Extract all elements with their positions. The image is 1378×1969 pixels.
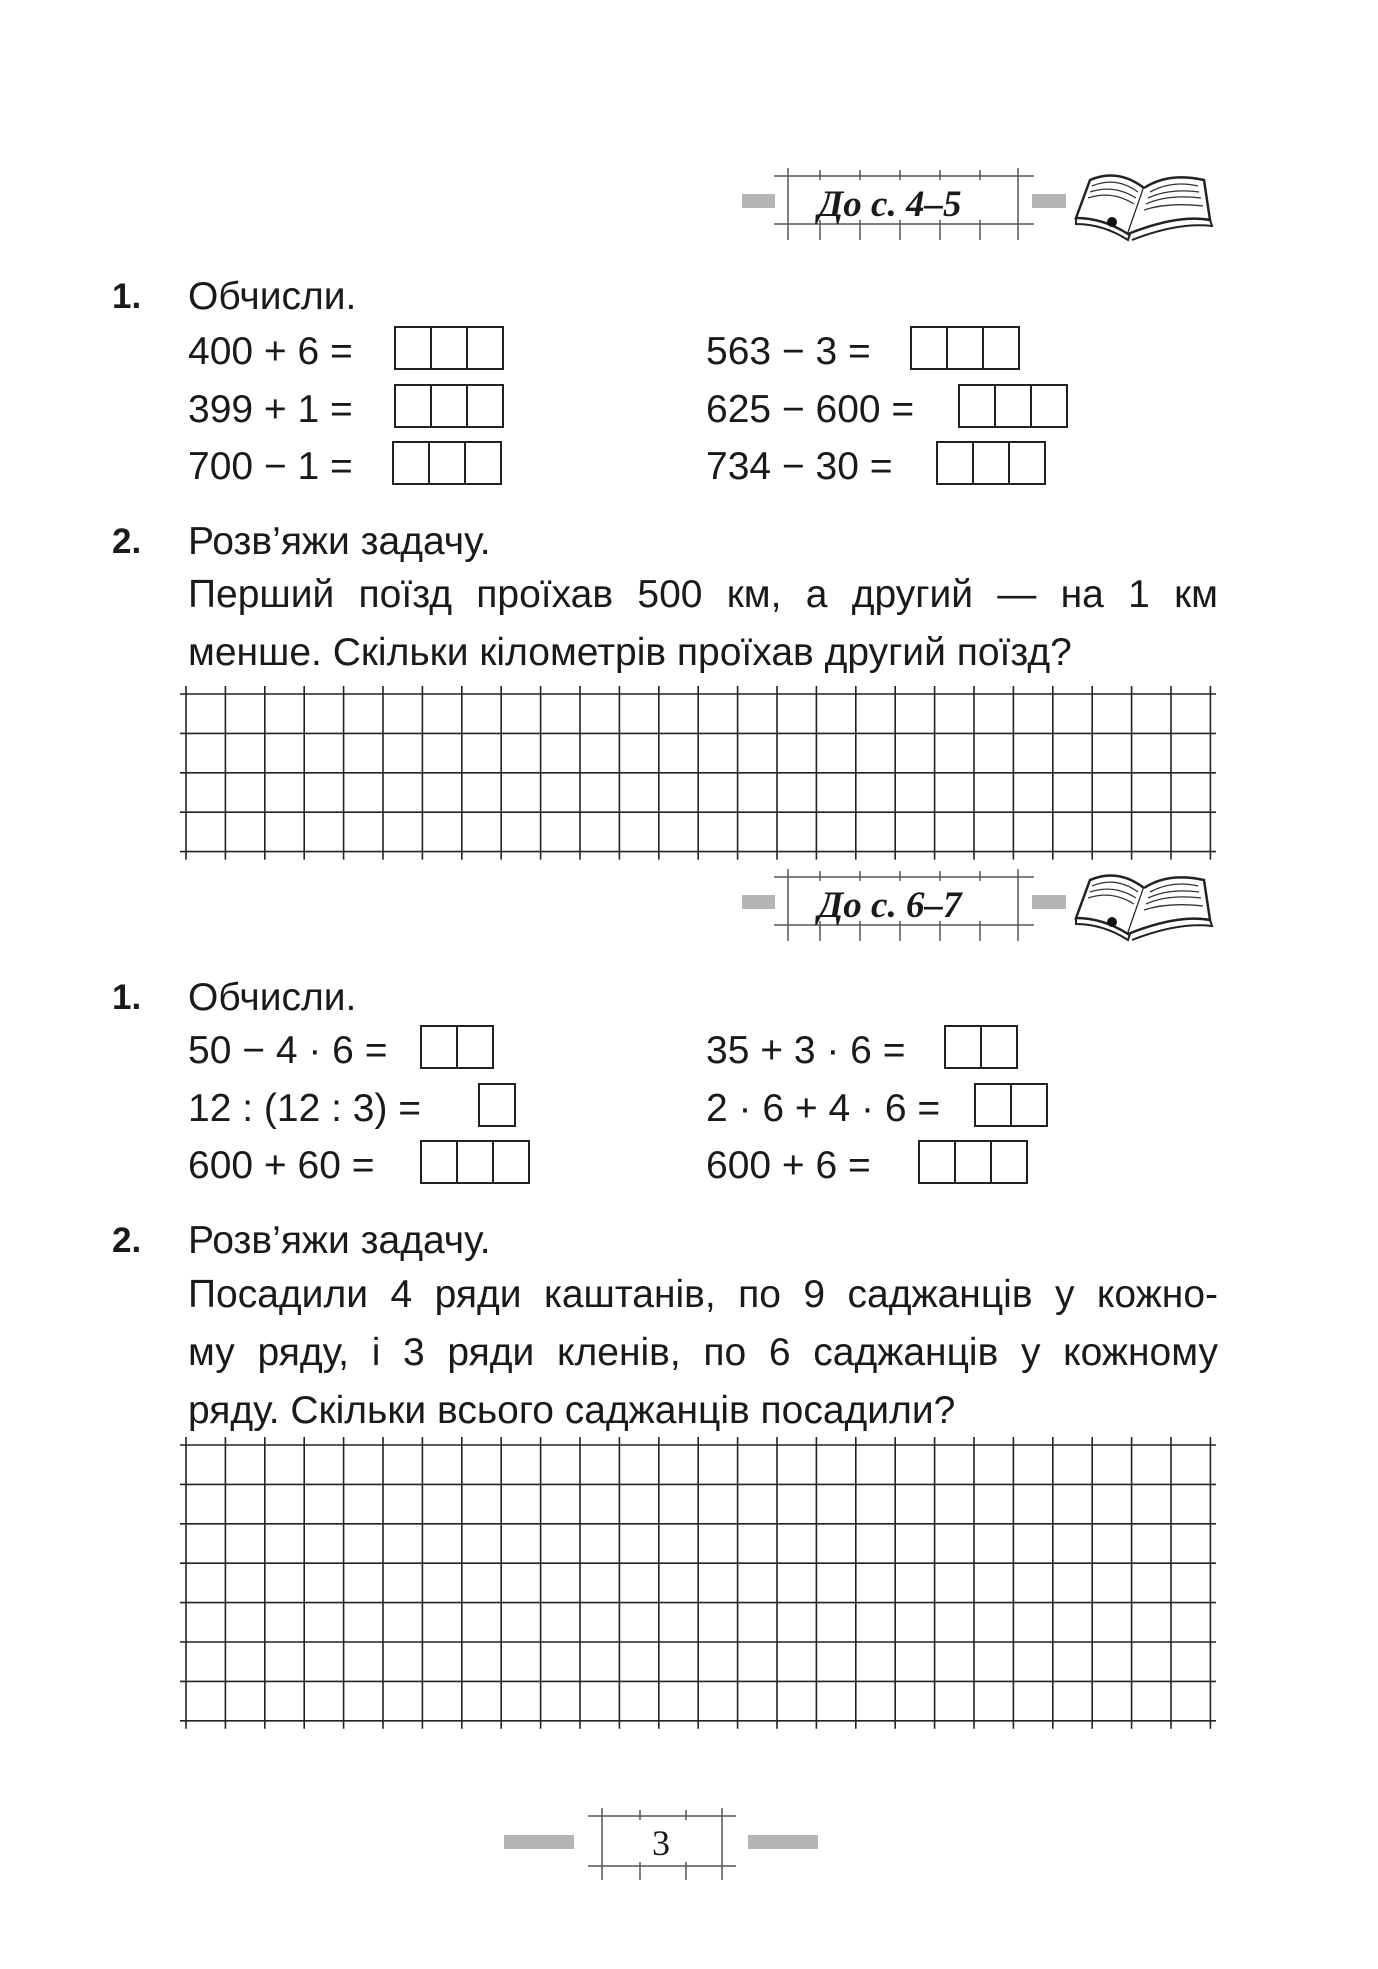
task-number: 1.	[112, 978, 142, 1017]
expression: 563 − 3 =	[706, 330, 871, 373]
problem-line: Посадили 4 ряди каштанів, по 9 саджанців у кожно-	[188, 1273, 1218, 1316]
header-label-2: До с. 6–7	[818, 885, 962, 926]
task-title: Розв’яжи задачу.	[188, 520, 491, 563]
task-number: 2.	[112, 1221, 142, 1260]
task-number: 1.	[112, 277, 142, 316]
task-title: Обчисли.	[188, 976, 357, 1019]
expression: 2 · 6 + 4 · 6 =	[706, 1087, 941, 1130]
problem-line: му ряду, і 3 ряди кленів, по 6 саджанців у кожному	[188, 1331, 1218, 1374]
problem-line: Перший поїзд проїхав 500 км, а другий — на 1 км	[188, 573, 1218, 616]
task-title: Обчисли.	[188, 275, 357, 318]
expression: 50 − 4 · 6 =	[188, 1029, 388, 1072]
expression: 12 : (12 : 3) =	[188, 1087, 422, 1130]
problem-line: ряду. Скільки всього саджанців посадили?	[188, 1389, 956, 1432]
problem-line: менше. Скільки кілометрів проїхав другий поїзд?	[188, 631, 1072, 674]
expression: 399 + 1 =	[188, 388, 353, 431]
expression: 734 − 30 =	[706, 445, 893, 488]
expression: 600 + 60 =	[188, 1144, 375, 1187]
expression: 700 − 1 =	[188, 445, 353, 488]
task-title: Розв’яжи задачу.	[188, 1219, 491, 1262]
expression: 35 + 3 · 6 =	[706, 1029, 906, 1072]
page-number: 3	[652, 1823, 670, 1863]
task-number: 2.	[112, 522, 142, 561]
expression: 625 − 600 =	[706, 388, 915, 431]
header-label-1: До с. 4–5	[818, 184, 962, 225]
expression: 400 + 6 =	[188, 330, 353, 373]
expression: 600 + 6 =	[706, 1144, 871, 1187]
